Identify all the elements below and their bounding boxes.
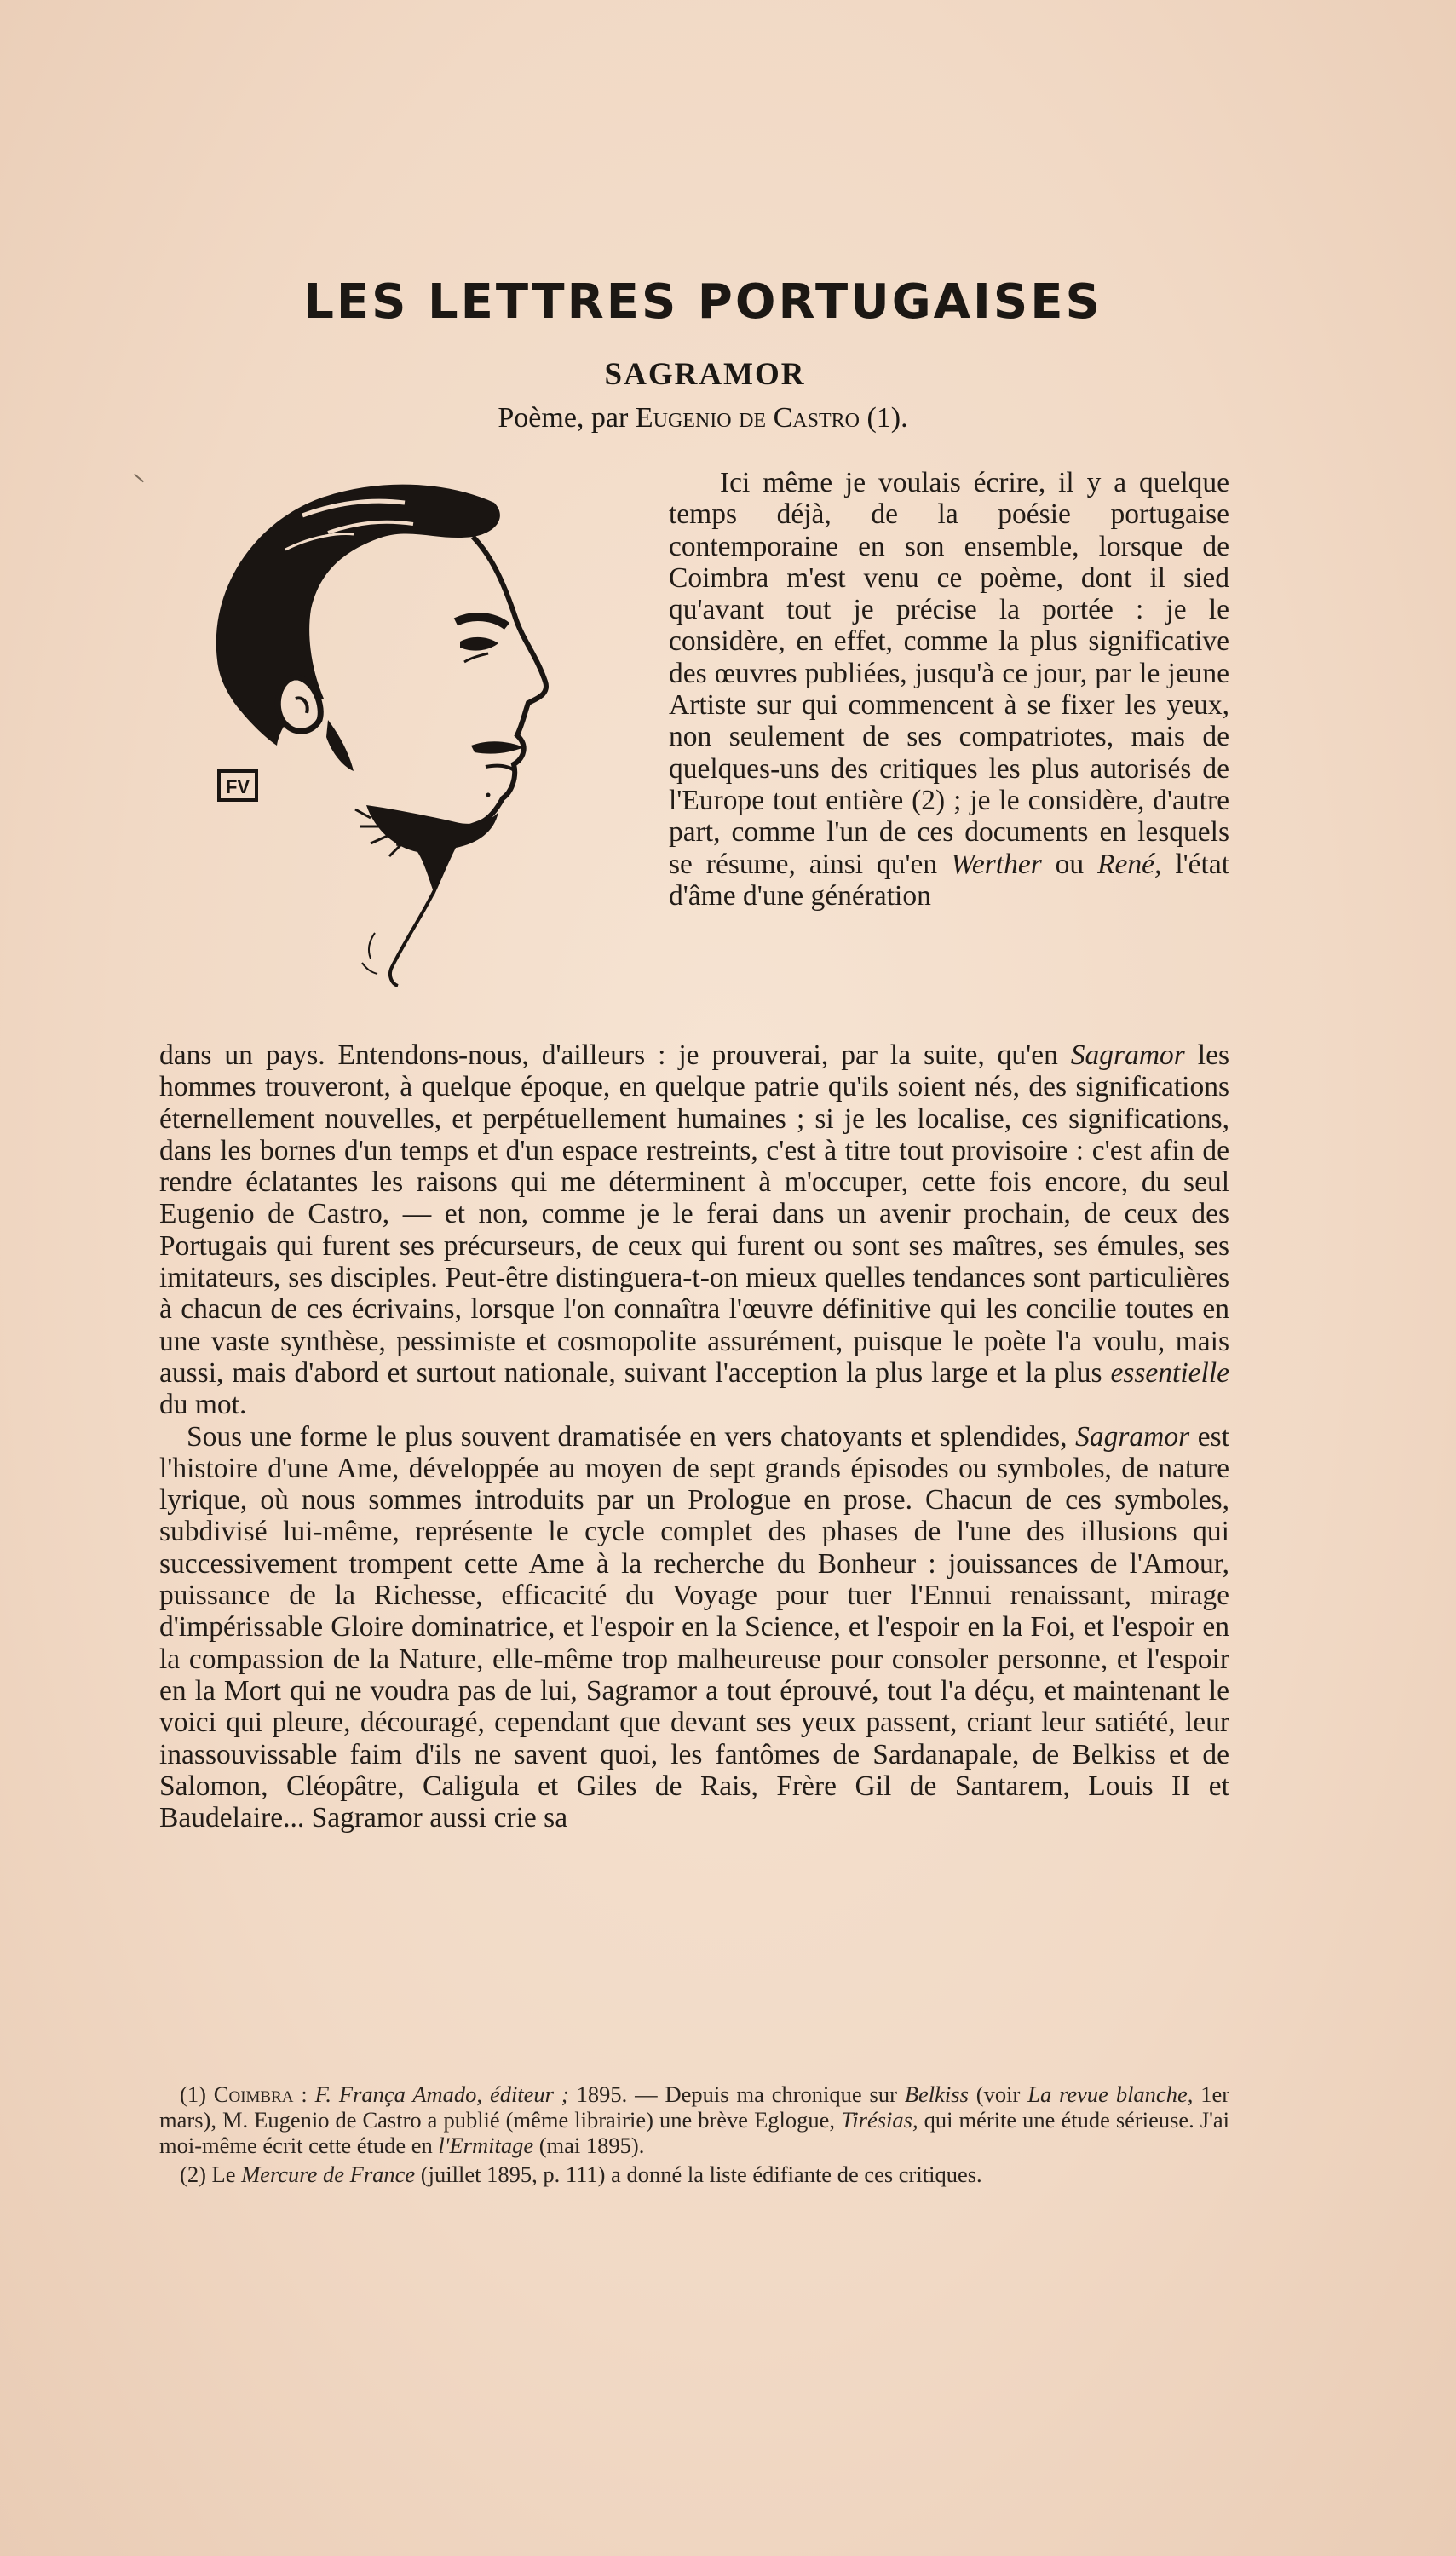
footnote-2: (2) Le Mercure de France (juillet 1895, p. 111) a donné la liste édifiante de ces critiques. — [180, 2162, 982, 2187]
byline — [358, 402, 1048, 435]
title-rene: René, — [1097, 848, 1162, 880]
paragraph-1-start: Ici même je voulais écrire, il y a quelque temps déjà, de la poésie portugaise contemporaine en son ensemble, lorsque de Coimbra m'est venu ce poème, dont il sied qu'avant tout je précise la portée : je le considère, en effet, comme la plus significative des œuvres publiées, jusqu'à ce jour, par le jeune Artiste sur qui commencent à se fixer les yeux, non seulement de ses compatriotes, mais de quelques-uns des critiques les plus autorisés de l'Europe tout entière (2) ; je le considère, d'autre part, comme l'un de ces documents en lesquels se résume, ainsi qu'en Werther ou René, l'état d'âme d'une génération — [669, 467, 1230, 912]
intro-column — [669, 467, 1229, 912]
byline-author: Eugenio de Castro — [635, 402, 860, 434]
margin-mark — [134, 474, 144, 483]
paragraph-1-cont: dans un pays. Entendons-nous, d'ailleurs : je prouverai, par la suite, qu'en Sagramor les hommes trouveront, à quelque époque, en quelque patrie qu'ils soient nés, des significations éternellement nouvelles, et perpétuellement humaines ; si je les localise, ces significations, dans les bornes d'un temps et d'un espace restreints, c'est à titre tout provisoire : c'est afin de rendre éclatantes les raisons qui me déterminent à m'occuper, cette fois encore, du seul Eugenio de Castro, — et non, comme je le ferai dans un avenir prochain, de ceux des Portugais qui furent ses précurseurs, de ceux qui furent ou sont ses maîtres, ses émules, ses imitateurs, ses disciples. Peut-être distinguera-t-on mieux quelles tendances sont particulières à chacun de ces écrivains, lorsque l'on connaîtra l'œuvre définitive qui les concilie toutes en une vaste synthèse, pessimiste et cosmopolite assurément, puisque le poète l'a voulu, mais aussi, mais d'abord et surtout nationale, suivant l'acception la plus large et la plus essentielle du mot. — [159, 1039, 1230, 1421]
article-subtitle: SAGRAMOR — [604, 357, 806, 392]
page-title: LES LETTRES PORTUGAISES — [303, 274, 1102, 330]
byline-footnote-ref: (1). — [866, 402, 908, 434]
footnotes — [159, 2081, 1229, 2190]
paragraph-2: Sous une forme le plus souvent dramatisée en vers chatoyants et splendides, Sagramor est l'histoire d'une Ame, développée au moyen de sept grands épisodes ou symboles, de nature lyrique, où nous sommes introduits par un Prologue en prose. Chacun de ces symboles, subdivisé lui-même, représente le cycle complet des phases de l'une des illusions qui successivement trompent cette Ame à la recherche du Bonheur : jouissances de l'Amour, puissance de la Richesse, efficacité du Voyage pour tuer l'Ennui renaissant, mirage d'impérissable Gloire dominatrice, et l'espoir en la Science, et l'espoir en la Foi, et l'espoir en la compassion de la Nature, elle-même trop malheureuse pour consoler personne, et l'espoir en la Mort qui ne voudra pas de lui, Sagramor a tout éprouvé, tout l'a déçu, et maintenant le voici qui pleure, découragé, cependant que devant ses yeux passent, criant leur satiété, leur inassouvissable faim d'ils ne savent quoi, les fantômes de Sardanapale, de Belkiss et de Salomon, Cléopâtre, Caligula et Giles de Rais, Frère Gil de Santarem, Louis II et Baudelaire... Sagramor aussi crie sa — [159, 1420, 1230, 1834]
word-essentielle: essentielle — [1110, 1356, 1229, 1389]
portrait-ear — [278, 677, 320, 731]
portrait-illustration — [200, 464, 643, 1010]
title-sagramor-2: Sagramor — [1075, 1420, 1190, 1453]
title-werther: Werther — [951, 848, 1042, 880]
monogram: FV — [225, 776, 250, 797]
portrait-profile — [396, 537, 546, 843]
footnote-1: (1) Coimbra : F. França Amado, éditeur ; 1895. — Depuis ma chronique sur Belkiss (voir La revue blanche, 1er mars), M. Eugenio de Castro a publié (même librairie) une brève Eglogue, Tirésias, qui mérite une étude sérieuse. J'ai moi-même écrit cette étude en l'Ermitage (mai 1895). — [159, 2081, 1230, 2158]
byline-prefix: Poème, par — [498, 402, 629, 434]
portrait-beard — [366, 805, 498, 895]
title-sagramor: Sagramor — [1070, 1039, 1185, 1071]
main-text — [159, 1039, 1229, 1834]
